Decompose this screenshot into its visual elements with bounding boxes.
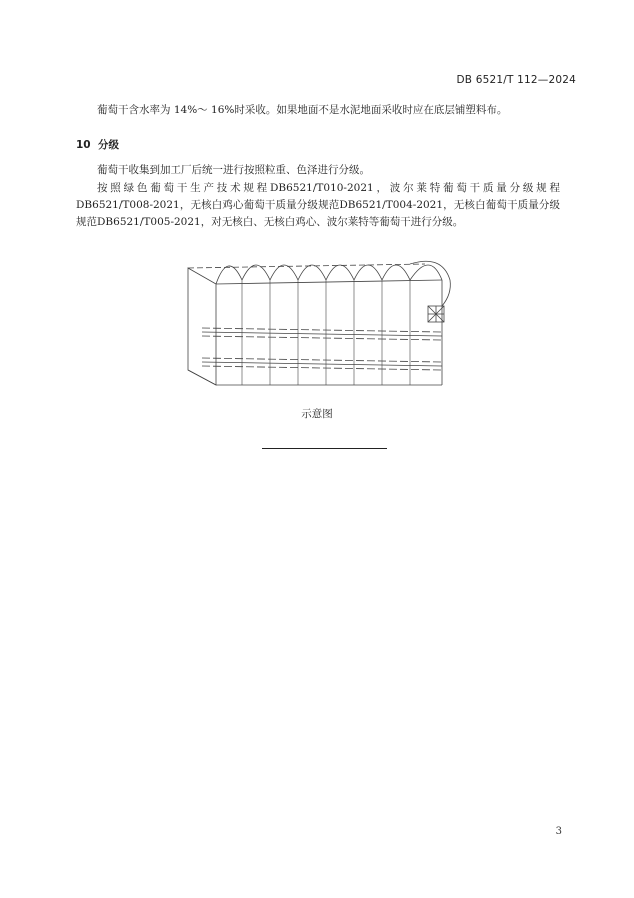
drying-shed-diagram (180, 250, 462, 400)
paragraph-moisture: 葡萄干含水率为 14%～ 16%时采收。如果地面不是水泥地面采收时应在底层铺塑料布。 (97, 104, 508, 116)
section-number: 10 (76, 139, 91, 151)
page-number: 3 (555, 826, 562, 837)
paragraph-standards: 按照绿色葡萄干生产技术规程DB6521/T010-2021，波尔莱特葡萄干质量分级规程DB6521/T008-2021，无核白鸡心葡萄干质量分级规范DB6521/T004-2021，无核白葡萄干质量分级规范DB6521/T005-2021，对无核白、无核白鸡心、波尔莱特等葡萄干进行分级。 (76, 182, 560, 228)
section-heading (76, 137, 119, 152)
paragraph-collect: 葡萄干收集到加工厂后统一进行按照粒重、色泽进行分级。 (97, 164, 370, 176)
figure-caption: 示意图 (301, 408, 333, 420)
section-title: 分级 (98, 139, 119, 151)
end-rule-divider (262, 448, 387, 449)
document-code: DB 6521/T 112—2024 (456, 74, 576, 86)
